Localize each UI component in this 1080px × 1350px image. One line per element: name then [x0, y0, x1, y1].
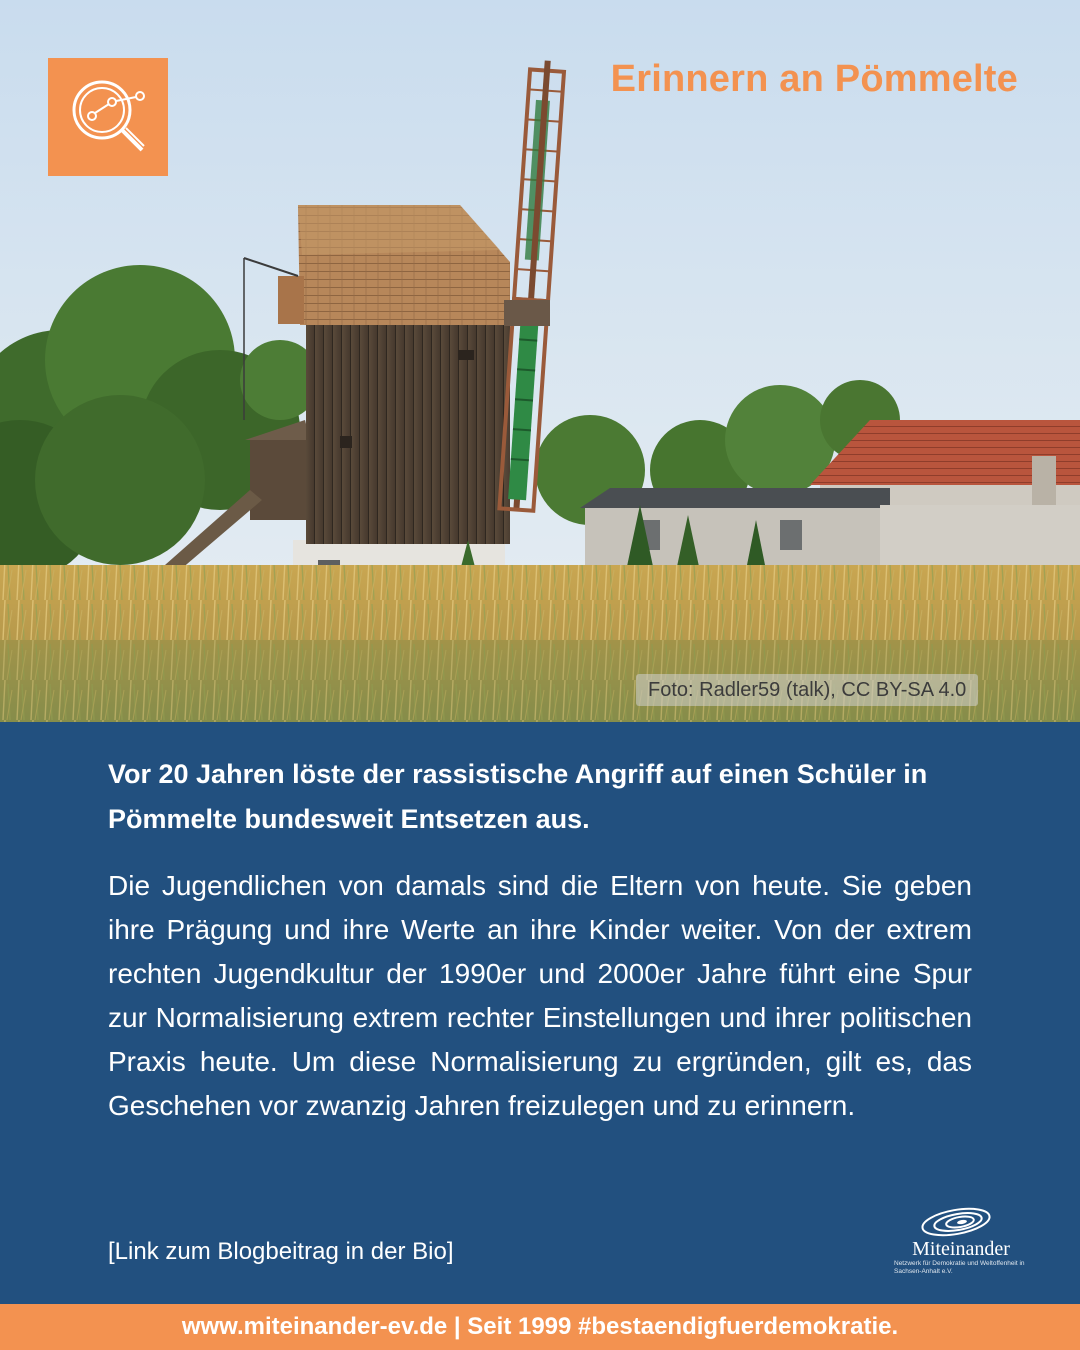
lead-text: Vor 20 Jahren löste der rassistische Angriff auf einen Schüler in Pömmelte bundesweit Entsetzen aus.: [108, 759, 928, 834]
bio-link-note: [Link zum Blogbeitrag in der Bio]: [108, 1238, 454, 1265]
body-text: Die Jugendlichen von damals sind die Eltern von heute. Sie geben ihre Prägung und ihre Werte an ihre Kinder weiter. Von der extrem rechten Jugendkultur der 1990er und 2000er Jahre führt eine Spur zur Normalisierung extrem rechter Einstellungen und ihrer politischen Praxis heute. Um diese Normalisierung zu ergründen, gilt es, das Geschehen vor zwanzig Jahren freizulegen und zu erinnern.: [108, 870, 972, 1121]
miteinander-logo: [886, 1204, 1036, 1284]
logo-subtitle: Netzwerk für Demokratie und Weltoffenheit in Sachsen-Anhalt e.V.: [894, 1260, 1025, 1275]
photo-credit: Foto: Radler59 (talk), CC BY-SA 4.0: [636, 674, 978, 706]
page-title: Erinnern an Pömmelte: [610, 58, 1018, 100]
badge: [48, 58, 168, 176]
logo-name: Miteinander: [912, 1238, 1010, 1260]
swirl-logo-icon: [886, 1204, 1036, 1240]
footer-bar: www.miteinander-ev.de | Seit 1999 #bestaendigfuerdemokratie.: [0, 1304, 1080, 1350]
magnifier-network-icon: [48, 58, 168, 176]
text-panel: [0, 722, 1080, 1304]
